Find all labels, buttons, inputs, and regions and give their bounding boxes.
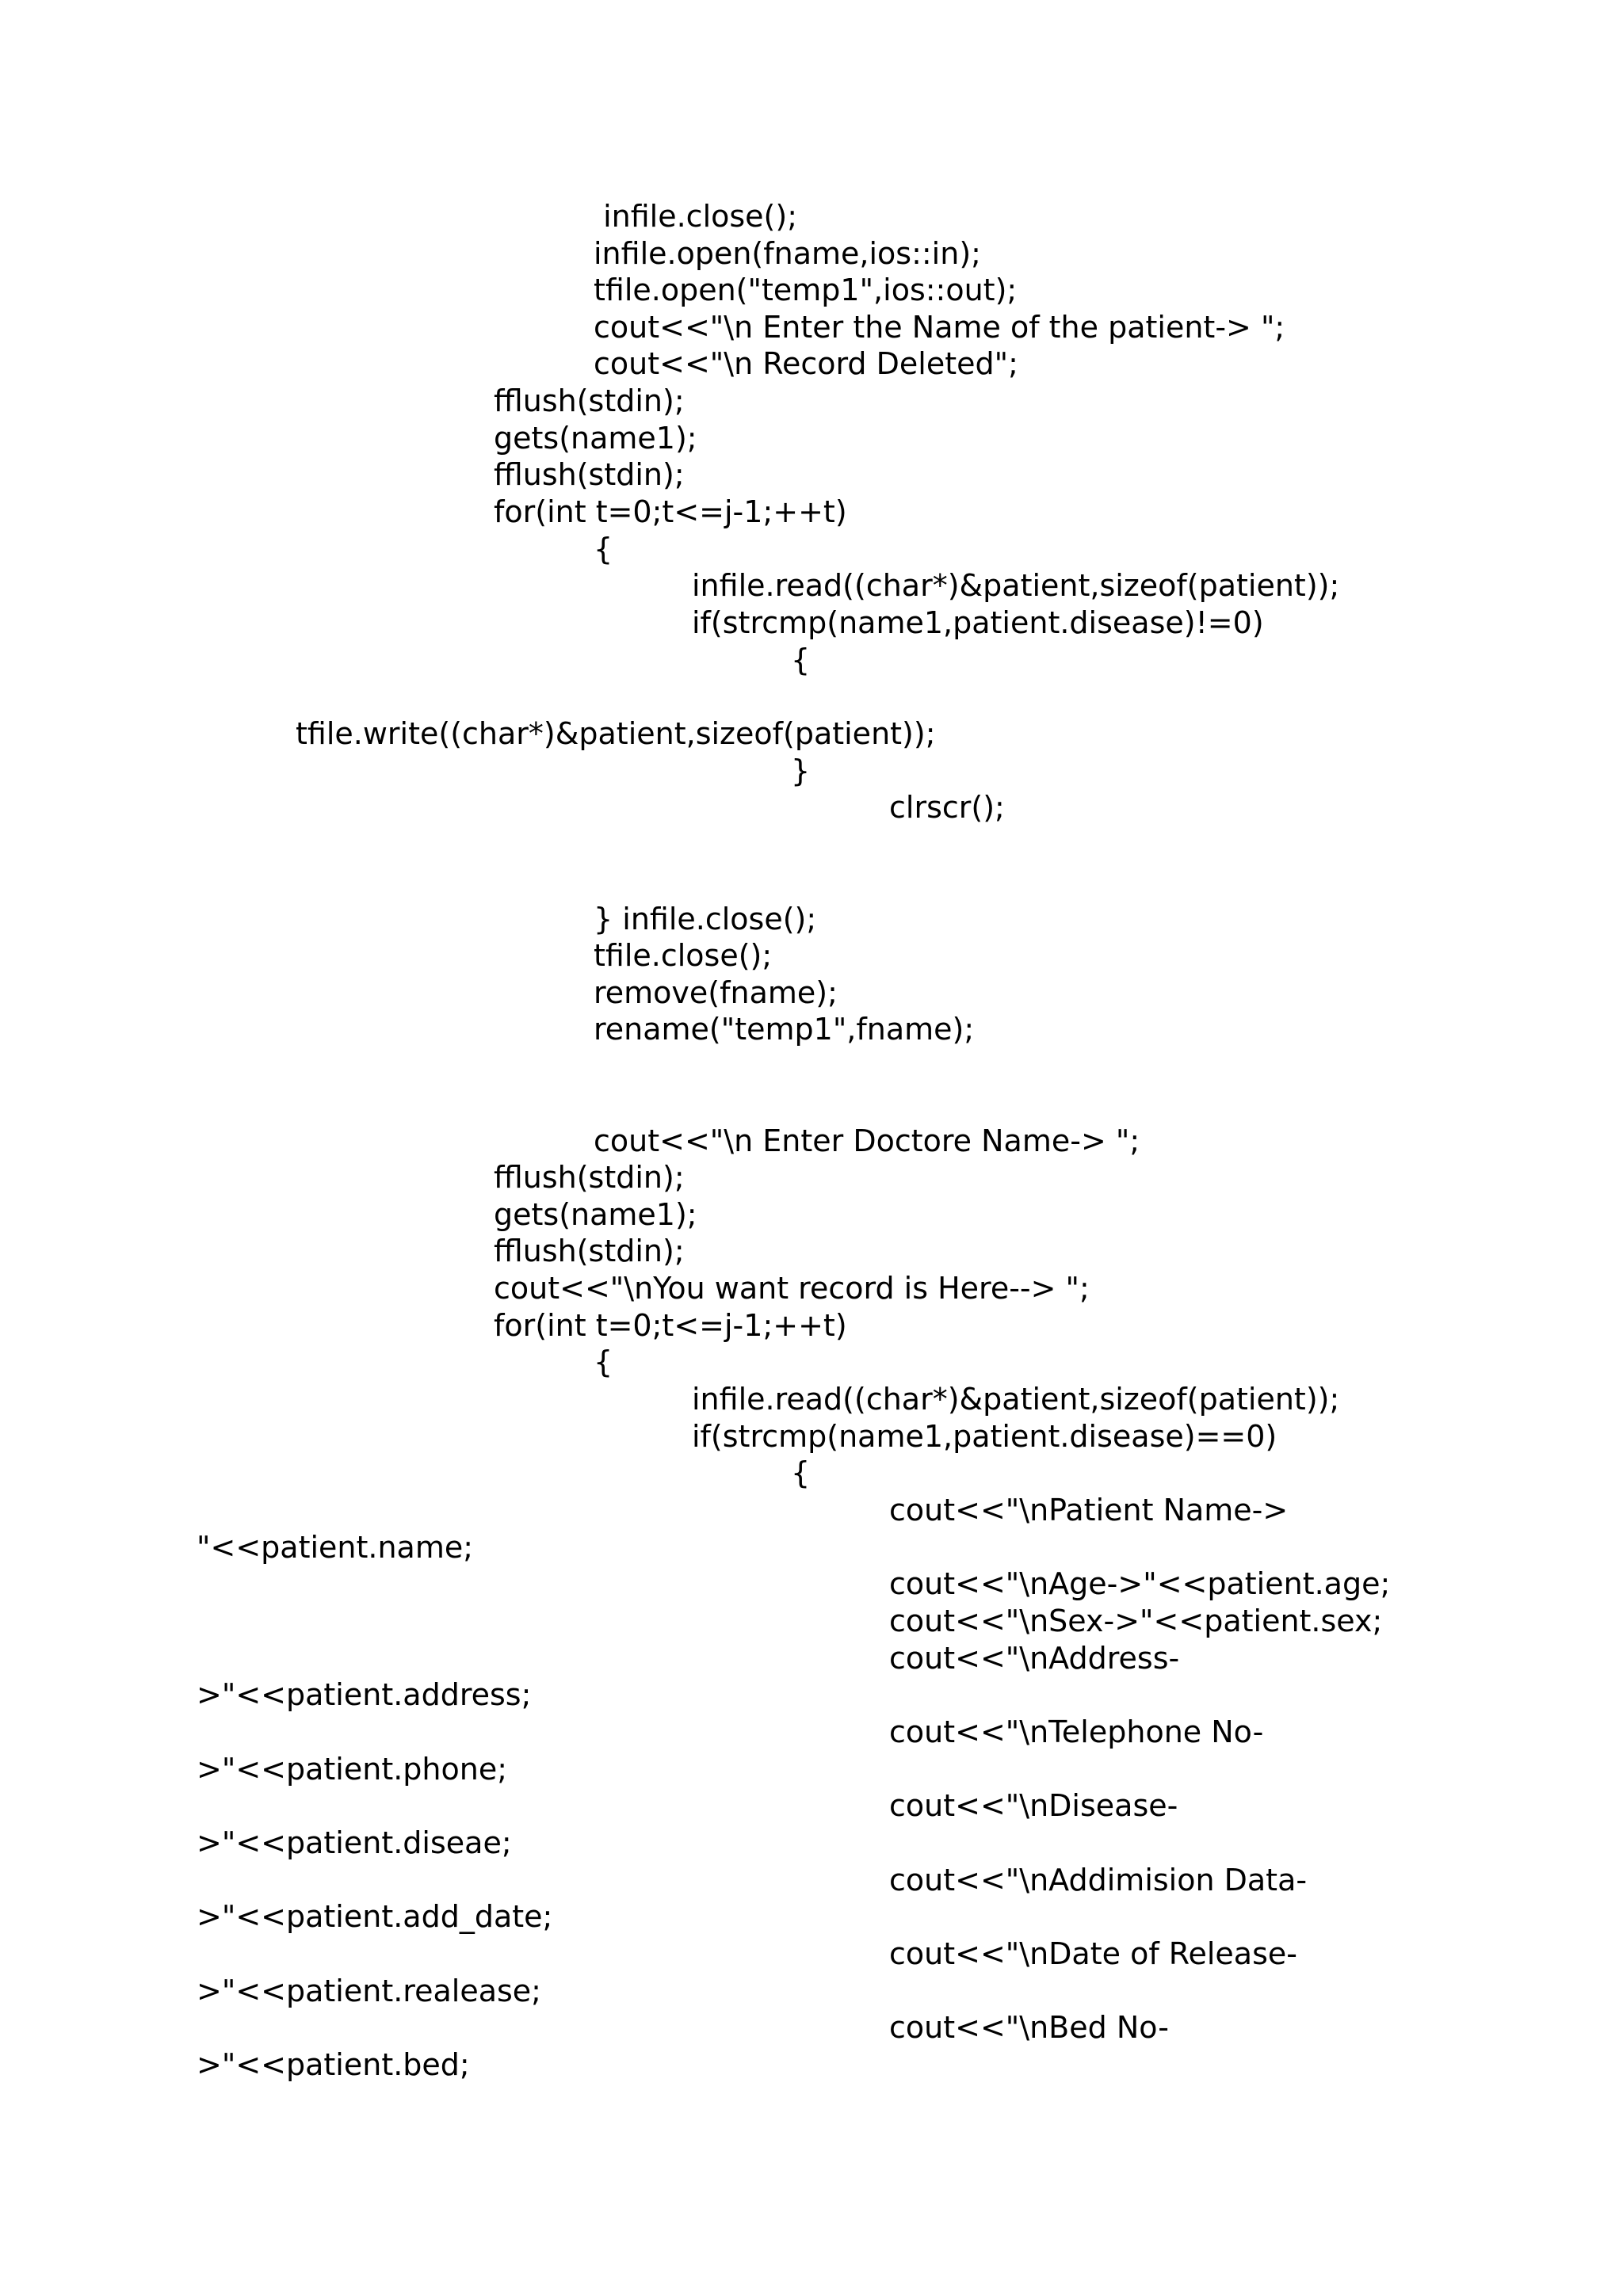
code-line: cout<<"\n Enter the Name of the patient-> "; xyxy=(594,310,1285,345)
code-line: infile.close(); xyxy=(594,199,798,234)
code-line: infile.read((char*)&patient,sizeof(patient)); xyxy=(692,568,1340,603)
code-line: >"<<patient.diseae; xyxy=(197,1825,512,1860)
code-line: tfile.write((char*)&patient,sizeof(patient)); xyxy=(296,716,936,751)
code-line: cout<<"\nSex->"<<patient.sex; xyxy=(889,1604,1383,1638)
code-line: cout<<"\nAddimision Data- xyxy=(889,1863,1308,1897)
code-line: for(int t=0;t<=j-1;++t) xyxy=(494,494,847,529)
code-line: gets(name1); xyxy=(494,1197,697,1232)
code-line: if(strcmp(name1,patient.disease)==0) xyxy=(692,1419,1277,1454)
code-line: rename("temp1",fname); xyxy=(594,1012,975,1047)
code-line: cout<<"\nDisease- xyxy=(889,1788,1178,1823)
code-line: gets(name1); xyxy=(494,421,697,456)
code-line: cout<<"\nTelephone No- xyxy=(889,1714,1264,1749)
code-line: >"<<patient.bed; xyxy=(197,2047,470,2082)
code-line: cout<<"\nDate of Release- xyxy=(889,1936,1297,1971)
code-line: cout<<"\n Record Deleted"; xyxy=(594,346,1018,381)
code-line: fflush(stdin); xyxy=(494,1234,685,1268)
code-line: cout<<"\nBed No- xyxy=(889,2010,1169,2045)
code-line: if(strcmp(name1,patient.disease)!=0) xyxy=(692,605,1264,640)
code-line: tfile.close(); xyxy=(594,938,773,973)
code-line: { xyxy=(791,1455,811,1490)
code-line: >"<<patient.phone; xyxy=(197,1752,508,1787)
code-line: tfile.open("temp1",ios::out); xyxy=(594,273,1018,307)
code-line: for(int t=0;t<=j-1;++t) xyxy=(494,1308,847,1343)
code-line: clrscr(); xyxy=(889,790,1005,825)
code-line: >"<<patient.realease; xyxy=(197,1974,541,2008)
code-line: infile.open(fname,ios::in); xyxy=(594,236,981,271)
code-line: >"<<patient.address; xyxy=(197,1677,532,1712)
code-line: cout<<"\n Enter Doctore Name-> "; xyxy=(594,1123,1140,1158)
code-line: cout<<"\nPatient Name-> xyxy=(889,1493,1289,1527)
code-line: } infile.close(); xyxy=(594,902,817,936)
code-line: fflush(stdin); xyxy=(494,383,685,418)
code-line: } xyxy=(791,753,811,788)
code-line: infile.read((char*)&patient,sizeof(patient)); xyxy=(692,1382,1340,1417)
code-line: { xyxy=(791,643,811,677)
code-line: "<<patient.name; xyxy=(197,1530,474,1565)
code-line: >"<<patient.add_date; xyxy=(197,1899,553,1934)
code-line: { xyxy=(594,532,613,566)
code-line: cout<<"\nAddress- xyxy=(889,1641,1180,1676)
code-line: cout<<"\nYou want record is Here--> "; xyxy=(494,1271,1090,1306)
code-line: { xyxy=(594,1344,613,1379)
code-line: remove(fname); xyxy=(594,975,838,1010)
code-line: fflush(stdin); xyxy=(494,457,685,492)
code-line: cout<<"\nAge->"<<patient.age; xyxy=(889,1566,1391,1601)
code-line: fflush(stdin); xyxy=(494,1160,685,1195)
